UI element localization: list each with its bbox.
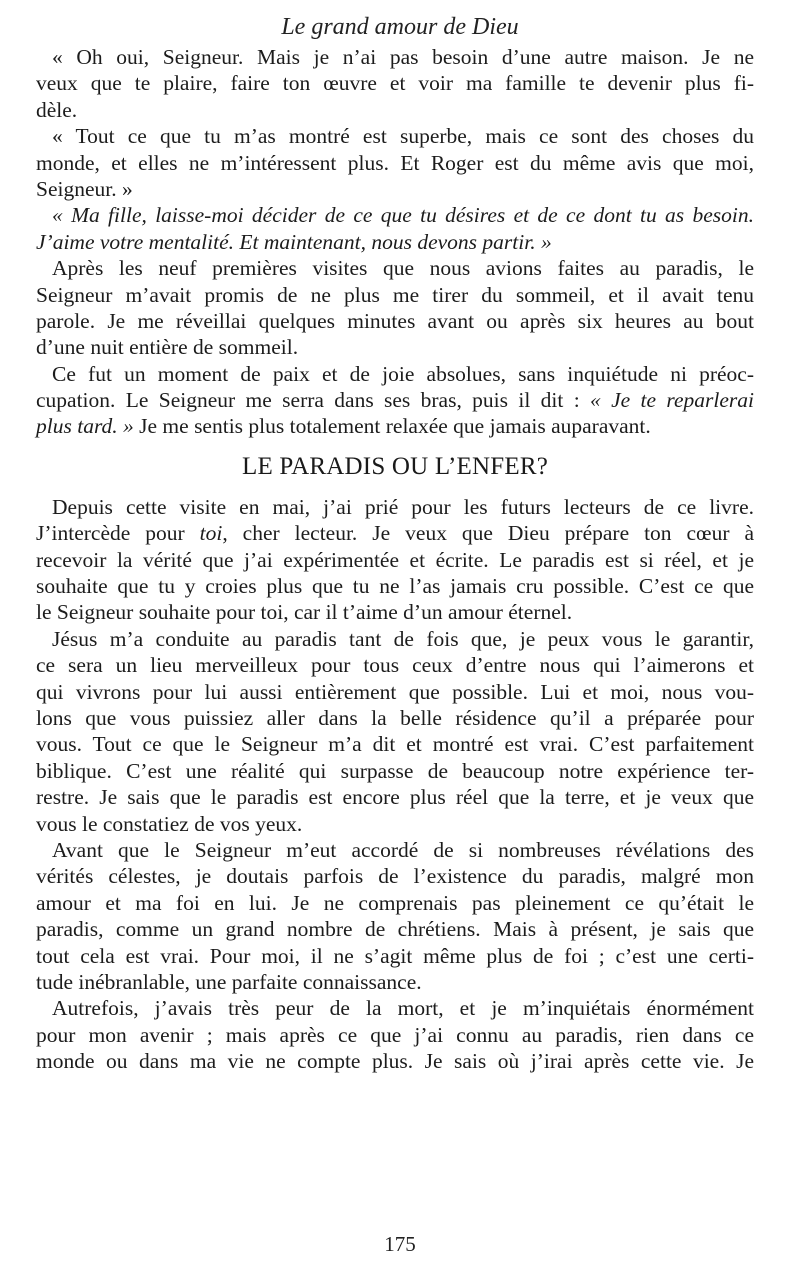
- text-line: Depuis cette visite en mai, j’ai prié pour les futurs lecteurs de ce livre.: [52, 494, 754, 519]
- paragraph: [36, 123, 754, 202]
- italic-quote-paragraph: [36, 202, 754, 255]
- text-line: Après les neuf premières visites que nous avions faites au paradis, le: [52, 256, 754, 281]
- body-text: [36, 44, 754, 1074]
- text-line: qui vivrons pour lui aussi entièrement que possible. Lui et moi, nous vou-: [36, 679, 754, 704]
- running-head: Le grand amour de Dieu: [281, 14, 519, 40]
- text-span: , cher lecteur. Je veux que Dieu prépare ton cœur à: [222, 521, 754, 546]
- text-line: paradis, comme un grand nombre de chrétiens. Mais à présent, je sais que: [36, 917, 754, 942]
- section-title: LE PARADIS OU L’ENFER?: [241, 452, 549, 480]
- text-line: Autrefois, j’avais très peur de la mort, et je m’inquiétais énormément: [52, 996, 754, 1021]
- text-line: recevoir la vérité que j’ai expérimentée et écrite. Le paradis est si réel, et je: [36, 547, 754, 572]
- text-line: tude inébranlable, une parfaite connaissance.: [36, 969, 422, 994]
- text-line: monde, et elles ne m’intéressent plus. Et Roger est du même avis que moi,: [36, 150, 754, 175]
- emphasis-span: toi: [199, 521, 223, 546]
- text-line: amour et ma foi en lui. Je ne comprenais pas pleinement ce qu’était le: [36, 890, 754, 915]
- text-line: vous le constatiez de vos yeux.: [36, 811, 303, 836]
- text-line: restre. Je sais que le paradis est encore plus réel que la terre, et je veux que: [36, 785, 754, 810]
- text-line: vous. Tout ce que le Seigneur m’a dit et montré est vrai. C’est parfaitement: [36, 732, 754, 757]
- paragraph: [36, 361, 754, 440]
- paragraph: [36, 995, 754, 1074]
- text-line: tout cela est vrai. Pour moi, il ne s’agit même plus de foi ; c’est une certi-: [36, 943, 754, 968]
- text-line: monde ou dans ma vie ne compte plus. Je sais où j’irai après cette vie. Je: [36, 1049, 754, 1074]
- page-number: 175: [384, 1232, 416, 1256]
- italic-quote-span: plus tard. »: [36, 414, 134, 439]
- paragraph: [36, 494, 754, 626]
- text-line: J’aime votre mentalité. Et maintenant, nous devons partir. »: [36, 229, 552, 254]
- text-line: d’une nuit entière de sommeil.: [36, 335, 299, 360]
- text-line: « Ma fille, laisse-moi décider de ce que tu désires et de ce dont tu as besoin.: [52, 203, 754, 228]
- text-line: Ce fut un moment de paix et de joie absolues, sans inquiétude ni préoc-: [52, 361, 754, 386]
- text-line-mixed: [36, 387, 754, 413]
- text-span: cupation. Le Seigneur me serra dans ses bras, puis il dit :: [36, 388, 591, 413]
- italic-quote-span: « Je te reparlerai: [590, 388, 755, 413]
- text-line: veux que te plaire, faire ton œuvre et voir ma famille te devenir plus fi-: [36, 71, 754, 96]
- text-span: J’intercède pour: [36, 521, 200, 546]
- paragraph: [36, 626, 754, 837]
- text-line-mixed: [36, 520, 754, 546]
- text-line-mixed: [36, 413, 754, 439]
- text-line: dèle.: [36, 97, 78, 122]
- paragraph: [36, 44, 754, 123]
- text-line: vérités célestes, je doutais parfois de l’existence du paradis, malgré mon: [36, 864, 754, 889]
- text-line: Jésus m’a conduite au paradis tant de fois que, je peux vous le garantir,: [52, 626, 754, 651]
- paragraph: [36, 255, 754, 361]
- text-line: souhaite que tu y croies plus que tu ne l’as jamais cru possible. C’est ce que: [36, 574, 754, 599]
- text-line: ce sera un lieu merveilleux pour tous ceux d’entre nous qui l’aimerons et: [36, 653, 754, 678]
- text-line: lons que vous puissiez aller dans la belle résidence qu’il a préparée pour: [36, 705, 754, 730]
- paragraph: [36, 837, 754, 995]
- text-line: parole. Je me réveillai quelques minutes avant ou après six heures au bout: [36, 308, 754, 333]
- text-line: le Seigneur souhaite pour toi, car il t’aime d’un amour éternel.: [36, 600, 573, 625]
- text-line: biblique. C’est une réalité qui surpasse de beaucoup notre expérience ter-: [36, 758, 754, 783]
- text-line: « Tout ce que tu m’as montré est superbe, mais ce sont des choses du: [52, 124, 754, 149]
- text-line: pour mon avenir ; mais après ce que j’ai connu au paradis, rien dans ce: [36, 1022, 754, 1047]
- text-line: Avant que le Seigneur m’eut accordé de si nombreuses révélations des: [52, 837, 754, 862]
- text-span: Je me sentis plus totalement relaxée que jamais auparavant.: [133, 414, 651, 439]
- text-line: « Oh oui, Seigneur. Mais je n’ai pas besoin d’une autre maison. Je ne: [52, 45, 754, 69]
- text-line: Seigneur m’avait promis de ne plus me tirer du sommeil, et il avait tenu: [36, 282, 754, 307]
- text-line: Seigneur. »: [36, 176, 133, 201]
